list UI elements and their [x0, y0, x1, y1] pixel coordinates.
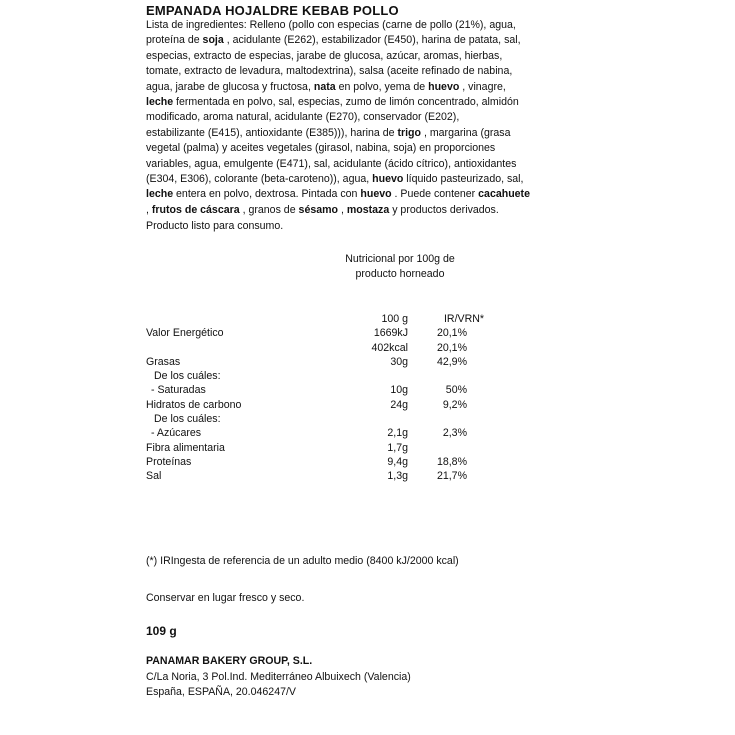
ingredient-text: , acidulante (E262), estabilizador (E450), harina de patata, sal, [223, 34, 521, 47]
nutrition-label: Valor Energético [146, 327, 224, 340]
ready-note: Producto listo para consumo. [146, 220, 284, 232]
ingredient-text: tomate, extracto de levadura, maltodextrina), salsa (aceite refinado de nabina, [146, 65, 513, 78]
nutrition-value-100g: 30g [390, 355, 408, 368]
nutrition-value-vrn: 9,2% [442, 398, 467, 411]
nutrition-value-100g: 402kcal [371, 341, 408, 354]
allergen-text: huevo [428, 80, 460, 93]
ingredients-line [146, 187, 576, 202]
allergen-text: nata [313, 80, 336, 93]
company-address-line1: C/La Noria, 3 Pol.Ind. Mediterráneo Albuixech (Valencia) [146, 671, 411, 683]
allergen-text: leche [146, 96, 174, 109]
ingredient-text: . Puede contener [391, 188, 479, 201]
nutrition-row [146, 412, 486, 426]
nutrition-row [146, 341, 486, 355]
allergen-text: sésamo [298, 203, 339, 216]
ingredients-line [146, 49, 576, 64]
ingredient-text: estabilizante (E415), antioxidante (E385))), harina de [146, 126, 398, 139]
ingredient-text: especias, extracto de especias, jarabe de glucosa, azúcar, aromas, hierbas, [146, 49, 503, 62]
nutrition-value-100g: 1,7g [387, 441, 408, 454]
ingredients-line [146, 80, 576, 95]
nutrition-value-vrn: 20,1% [436, 341, 467, 354]
nutrition-label: - Saturadas [151, 384, 206, 397]
allergen-text: mostaza [346, 203, 390, 216]
nutrition-value-100g: 9,4g [387, 455, 408, 468]
nutrition-label: Proteínas [146, 455, 192, 468]
ingredient-text: , margarina (grasa [421, 126, 511, 139]
nutrition-value-vrn: 21,7% [436, 470, 467, 483]
nutrition-value-vrn: 20,1% [436, 327, 467, 340]
nutrition-label: - Azúcares [151, 427, 202, 440]
ingredients-list [146, 18, 576, 218]
ingredient-text: modificado, aroma natural, acidulante (E270), conservador (E202), [146, 111, 460, 124]
nutrition-table [146, 312, 486, 484]
ingredient-text: Lista de ingredientes: Relleno (pollo con especias (carne de pollo (21%), agua, [146, 19, 516, 31]
nutrition-value-vrn: 42,9% [436, 355, 467, 368]
ingredient-text: vegetal (palma) y aceites vegetales (girasol, nabina, soja) en proporciones [146, 142, 496, 155]
nutrition-value-100g: 1669kJ [373, 327, 408, 340]
ingredients-line [146, 126, 576, 141]
nutrition-row [146, 383, 486, 397]
ingredient-text: proteína de [146, 34, 203, 47]
company-address-line2: España, ESPAÑA, 20.046247/V [146, 686, 296, 698]
ingredient-text: , granos de [239, 203, 299, 216]
footnote: (*) IRIngesta de referencia de un adulto medio (8400 kJ/2000 kcal) [146, 555, 459, 567]
ingredients-line [146, 203, 576, 218]
nutrition-row [146, 441, 486, 455]
nutrition-header-line1: Nutricional por 100g de [345, 253, 455, 265]
ingredient-text: entera en polvo, dextrosa. Pintada con [173, 188, 361, 201]
nutrition-row [146, 426, 486, 440]
nutrition-value-vrn: 2,3% [442, 427, 467, 440]
ingredient-text: y productos derivados. [389, 203, 499, 216]
ingredients-line [146, 18, 576, 33]
ingredient-text: en polvo, yema de [335, 80, 429, 93]
ingredients-line [146, 157, 576, 172]
nutrition-label: De los cuáles: [154, 413, 221, 426]
ingredient-text: , [338, 203, 347, 216]
allergen-text: frutos de cáscara [151, 203, 240, 216]
nutrition-row [146, 469, 486, 483]
allergen-text: soja [202, 34, 224, 47]
nutrition-label: De los cuáles: [154, 370, 221, 383]
nutrition-label: Fibra alimentaria [146, 441, 225, 454]
nutrition-label: Hidratos de carbono [146, 398, 242, 411]
nutrition-value-vrn: 50% [445, 384, 467, 397]
storage-instructions: Conservar en lugar fresco y seco. [146, 592, 305, 604]
nutrition-value-100g: 2,1g [387, 427, 408, 440]
nutrition-value-vrn: 18,8% [436, 455, 467, 468]
nutrition-header [325, 252, 475, 282]
ingredients-line [146, 110, 576, 125]
nutrition-row [146, 369, 486, 383]
net-weight: 109 g [146, 624, 177, 638]
column-header-100g: 100 g [381, 313, 408, 325]
nutrition-value-100g: 10g [390, 384, 408, 397]
ingredients-line [146, 64, 576, 79]
company-name: PANAMAR BAKERY GROUP, S.L. [146, 655, 313, 667]
nutrition-label: Sal [146, 470, 162, 483]
nutrition-row [146, 326, 486, 340]
allergen-text: huevo [372, 173, 404, 186]
nutrition-value-100g: 24g [390, 398, 408, 411]
ingredient-text: fermentada en polvo, sal, especias, zumo de limón concentrado, almidón [173, 96, 519, 109]
ingredient-text: variables, agua, emulgente (E471), sal, acidulante (ácido cítrico), antioxidantes [146, 157, 517, 170]
nutrition-row [146, 455, 486, 469]
nutrition-header-line2: producto horneado [355, 268, 445, 280]
allergen-text: cacahuete [478, 188, 530, 201]
ingredients-line [146, 172, 576, 187]
ingredient-text: líquido pasteurizado, sal, [403, 173, 524, 186]
allergen-text: leche [146, 188, 174, 201]
product-title: EMPANADA HOJALDRE KEBAB POLLO [146, 3, 399, 18]
ingredients-line [146, 33, 576, 48]
ingredients-line [146, 95, 576, 110]
ingredient-text: , vinagre, [459, 80, 506, 93]
ingredient-text: , [146, 203, 152, 216]
allergen-text: huevo [360, 188, 392, 201]
column-header-vrn: IR/VRN* [443, 313, 484, 325]
nutrition-column-headers [146, 312, 486, 326]
ingredients-line [146, 141, 576, 156]
ingredient-text: agua, jarabe de glucosa y fructosa, [146, 80, 314, 93]
allergen-text: trigo [397, 126, 421, 139]
nutrition-value-100g: 1,3g [387, 470, 408, 483]
nutrition-row [146, 355, 486, 369]
nutrition-row [146, 398, 486, 412]
nutrition-label: Grasas [146, 355, 181, 368]
ingredient-text: (E304, E306), colorante (beta-caroteno)), agua, [146, 173, 373, 186]
